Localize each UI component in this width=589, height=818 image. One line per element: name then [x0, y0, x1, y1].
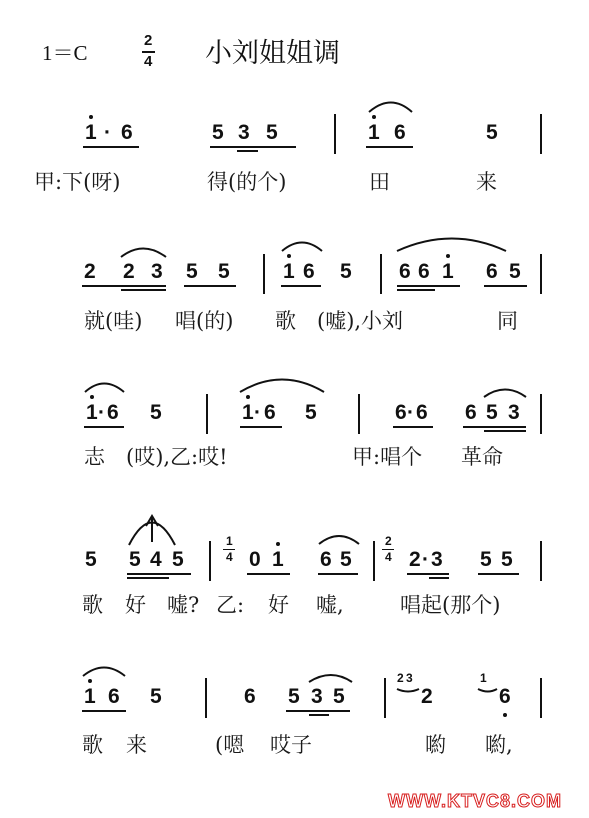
note: 5 [85, 548, 97, 571]
beam-line [184, 285, 236, 287]
dot-extension: · [104, 121, 111, 144]
note: 5 [129, 548, 141, 571]
bar-line [540, 541, 542, 581]
note: 6 [303, 260, 315, 283]
note: 2 [123, 260, 135, 283]
note: 5 [266, 121, 278, 144]
note: 6 [121, 121, 133, 144]
note: 1 [442, 260, 454, 283]
slur-mark [85, 384, 124, 393]
high-octave-dot [287, 254, 291, 258]
high-octave-dot [90, 395, 94, 399]
bar-line [206, 394, 208, 434]
note: 5 [509, 260, 521, 283]
beam-line [127, 577, 169, 579]
key-signature: 1＝C [42, 41, 88, 65]
lyric: 唱起(那个) [400, 593, 501, 617]
note: 0 [249, 548, 261, 571]
note: 5 [150, 401, 162, 424]
watermark-text: WWW.KTVC8.COM [388, 791, 562, 811]
grace-tie [478, 689, 497, 692]
note: 5 [150, 685, 162, 708]
dot-extension: · [422, 548, 429, 571]
note: 2 [84, 260, 96, 283]
note: 6 [264, 401, 276, 424]
time-signature-top: 2 [144, 32, 153, 49]
lyric: 歌 [82, 733, 103, 757]
lyric: 乙: [216, 593, 245, 617]
lyric: 甲:下(呀) [34, 170, 121, 194]
note: 3 [238, 121, 250, 144]
lyric: 歌 [82, 593, 103, 617]
lyric: 嘘, [316, 593, 344, 617]
lyric: 好 [125, 593, 146, 617]
high-octave-dot [446, 254, 450, 258]
note: 5 [340, 260, 352, 283]
time-signature-bottom: 4 [144, 53, 153, 70]
bar-line [380, 254, 382, 294]
beam-line [84, 426, 124, 428]
lyric: 甲:唱个 [352, 445, 423, 469]
note: 6 [394, 121, 406, 144]
beam-line [82, 285, 166, 287]
high-octave-dot [89, 115, 93, 119]
note: 6 [465, 401, 477, 424]
note: 6 [107, 401, 119, 424]
lyric: 嘘? [167, 593, 200, 617]
lyric: 歌 [275, 309, 296, 333]
beam-line [309, 714, 329, 716]
lyric: (嘘),小刘 [317, 309, 404, 333]
beam-line [82, 710, 126, 712]
note: 5 [340, 548, 352, 571]
beam-line [83, 146, 139, 148]
grace-note: 3 [406, 671, 413, 685]
accent-arrow-icon [146, 516, 158, 542]
beam-line [397, 285, 460, 287]
note: 6 [244, 685, 256, 708]
lyric: 就(哇) [84, 309, 143, 333]
slur-mark [369, 103, 412, 113]
beam-line [281, 285, 321, 287]
note: 3 [508, 401, 520, 424]
beam-line [121, 289, 166, 291]
beam-line [318, 573, 358, 575]
note: 3 [151, 260, 163, 283]
lyric: 来 [476, 170, 497, 194]
lyric: (嗯 [215, 733, 245, 757]
note: 5 [212, 121, 224, 144]
bar-line [209, 541, 211, 581]
dot-extension: · [98, 401, 105, 424]
lyric: 田 [369, 170, 390, 194]
note: 1 [86, 401, 98, 424]
lyric: 唱(的) [175, 309, 234, 333]
note: 5 [288, 685, 300, 708]
slur-mark [484, 390, 526, 398]
bar-line [263, 254, 265, 294]
high-octave-dot [372, 115, 376, 119]
note: 3 [311, 685, 323, 708]
grace-tie [397, 689, 419, 692]
beam-line [484, 285, 527, 287]
slur-mark [397, 239, 506, 252]
note: 2 [421, 685, 433, 708]
beam-line [240, 426, 282, 428]
bar-line [540, 394, 542, 434]
lyric: 革命 [461, 445, 503, 469]
lyric: 哎子 [270, 733, 312, 757]
lyric: 志 [84, 445, 105, 469]
note: 5 [218, 260, 230, 283]
grace-note: 2 [397, 671, 404, 685]
note: 5 [486, 121, 498, 144]
note: 1 [368, 121, 380, 144]
note: 4 [150, 548, 162, 571]
beam-line [393, 426, 433, 428]
beam-line [478, 573, 519, 575]
slur-mark [129, 523, 175, 546]
grace-note: 1 [480, 671, 487, 685]
note: 5 [186, 260, 198, 283]
lyric: 同 [497, 309, 518, 333]
note: 5 [486, 401, 498, 424]
note: 6 [416, 401, 428, 424]
note: 5 [333, 685, 345, 708]
note: 1 [272, 548, 284, 571]
note: 6 [395, 401, 407, 424]
dot-extension: · [407, 401, 414, 424]
meter-change-top: 2 [385, 534, 392, 548]
note: 6 [108, 685, 120, 708]
note: 6 [399, 260, 411, 283]
beam-line [127, 573, 191, 575]
lyric: 好 [268, 593, 289, 617]
slur-mark [319, 536, 359, 544]
note: 2 [409, 548, 421, 571]
note: 6 [486, 260, 498, 283]
slur-mark [83, 668, 125, 677]
beam-line [484, 430, 526, 432]
slur-mark [282, 243, 322, 252]
beam-line [397, 289, 435, 291]
beam-line [429, 577, 449, 579]
lyric: 喲 [425, 733, 446, 757]
beam-line [237, 150, 258, 152]
beam-line [286, 710, 350, 712]
beam-line [247, 573, 290, 575]
bar-line [358, 394, 360, 434]
slur-mark [240, 380, 324, 393]
note: 1 [242, 401, 254, 424]
lyric: 来 [126, 733, 147, 757]
high-octave-dot [276, 542, 280, 546]
note: 5 [480, 548, 492, 571]
low-octave-dot [503, 713, 507, 717]
high-octave-dot [88, 679, 92, 683]
song-title: 小刘姐姐调 [205, 38, 340, 69]
bar-line [205, 678, 207, 718]
meter-change-bottom: 4 [226, 550, 233, 564]
note: 6 [320, 548, 332, 571]
dot-extension: · [254, 401, 261, 424]
meter-change-top: 1 [226, 534, 233, 548]
lyric: 喲, [485, 733, 513, 757]
note: 6 [418, 260, 430, 283]
note: 1 [85, 121, 97, 144]
bar-line [540, 678, 542, 718]
meter-change-bottom: 4 [385, 550, 392, 564]
high-octave-dot [246, 395, 250, 399]
bar-line [384, 678, 386, 718]
bar-line [540, 254, 542, 294]
note: 3 [431, 548, 443, 571]
bar-line [334, 114, 336, 154]
note: 5 [172, 548, 184, 571]
bar-line [540, 114, 542, 154]
note: 5 [501, 548, 513, 571]
note: 1 [84, 685, 96, 708]
beam-line [366, 146, 413, 148]
beam-line [407, 573, 449, 575]
lyric: (哎),乙:哎! [126, 445, 228, 469]
slur-mark [121, 249, 166, 258]
beam-line [210, 146, 296, 148]
bar-line [373, 541, 375, 581]
note: 5 [305, 401, 317, 424]
note: 6 [499, 685, 511, 708]
beam-line [463, 426, 526, 428]
slur-mark [309, 675, 352, 682]
note: 1 [283, 260, 295, 283]
lyric: 得(的个) [207, 170, 287, 194]
